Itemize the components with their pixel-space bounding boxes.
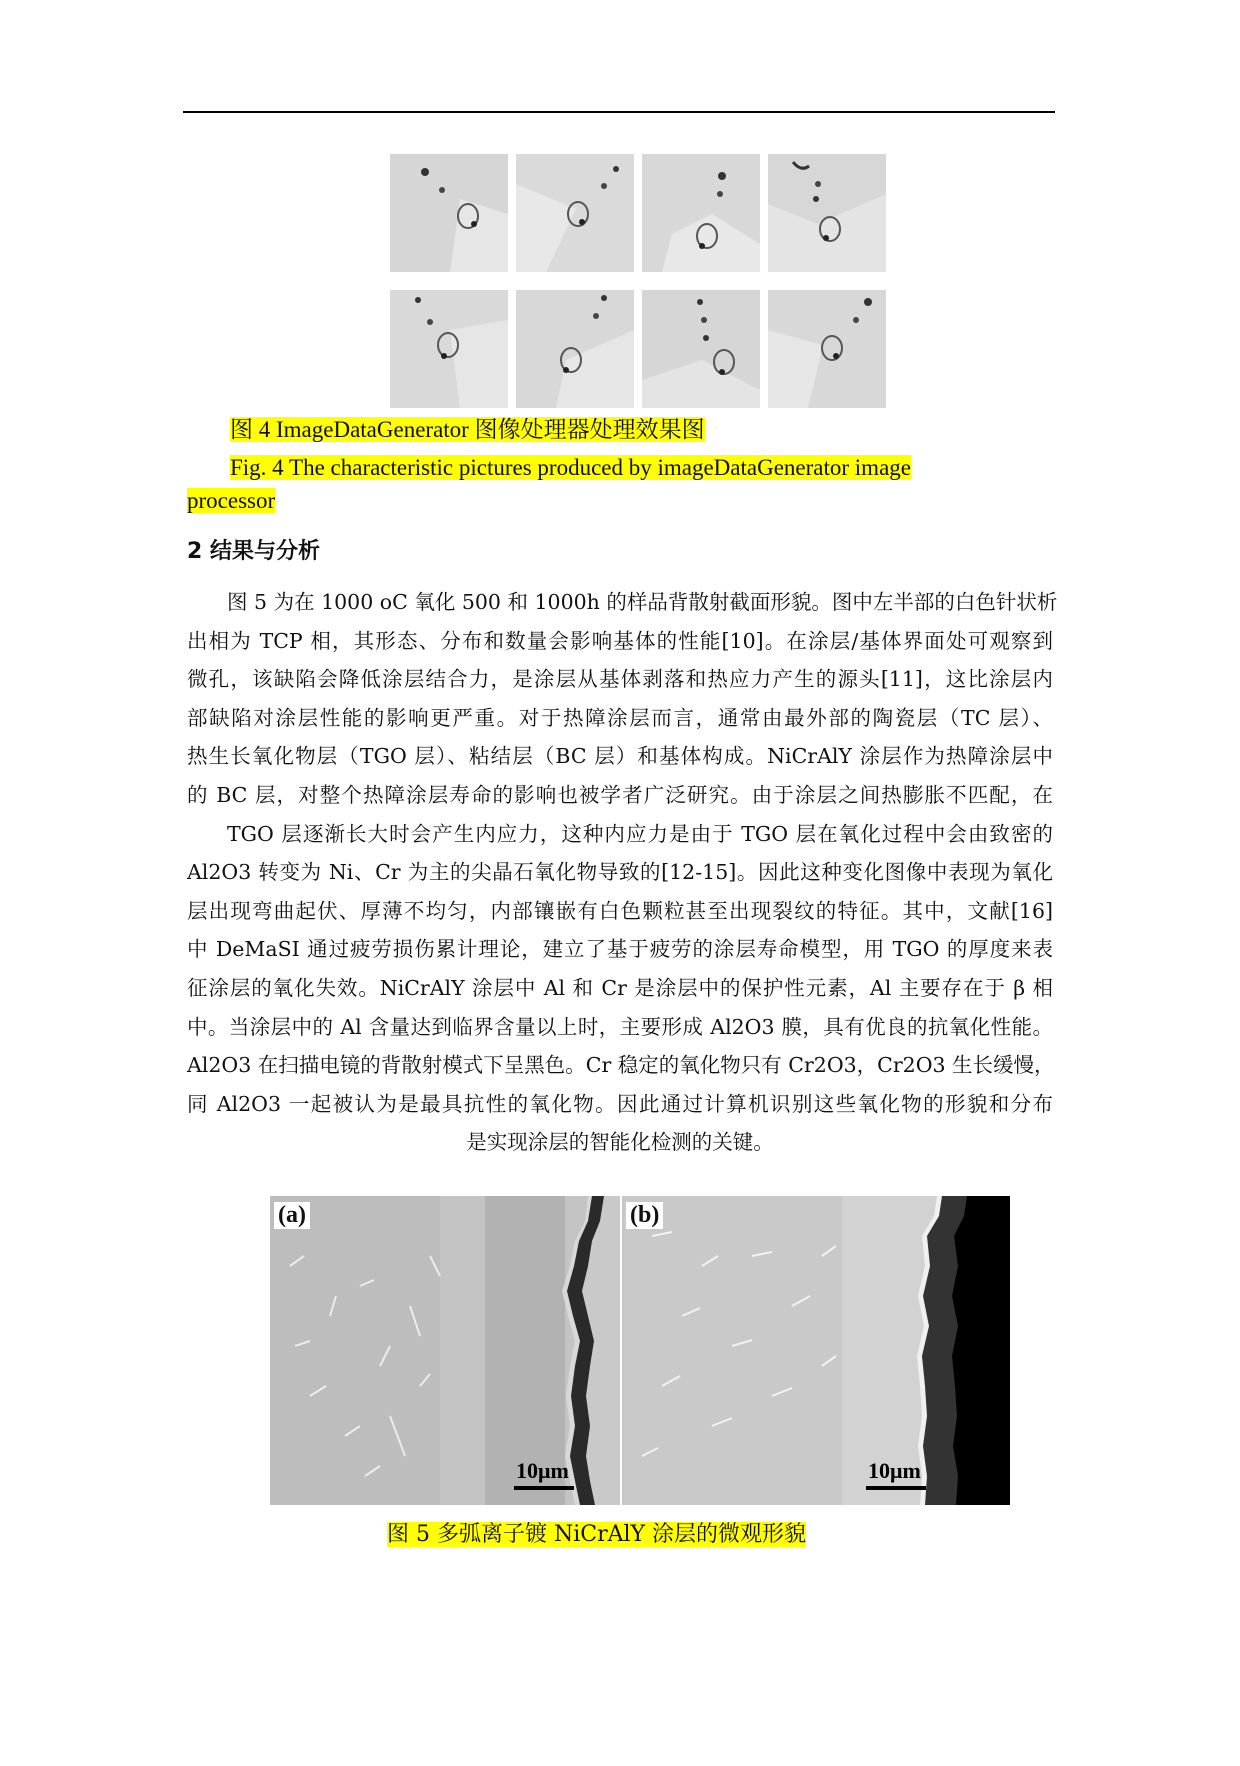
paragraph-line: 微孔，该缺陷会降低涂层结合力，是涂层从基体剥落和热应力产生的源头[11]，这比涂层内 (187, 667, 1053, 692)
paragraph-line: 图 5 为在 1000 oC 氧化 500 和 1000h 的样品背散射截面形貌。图中左半部的白色针状析 (227, 590, 1058, 614)
paragraph-line: 部缺陷对涂层性能的影响更严重。对于热障涂层而言，通常由最外部的陶瓷层（TC 层）、 (187, 705, 1053, 730)
figure-4-caption-cn-text: 图 4 ImageDataGenerator 图像处理器处理效果图 (230, 417, 705, 442)
figure-4-caption-en-text-2: processor (187, 488, 276, 513)
paragraph-line: 中。当涂层中的 Al 含量达到临界含量以上时，主要形成 Al2O3 膜，具有优良的抗氧化性能。 (187, 1014, 1053, 1039)
micrograph-b (622, 1196, 1010, 1505)
paragraph-line: Al2O3 转变为 Ni、Cr 为主的尖晶石氧化物导致的[12-15]。因此这种变化图像中表现为氧化 (187, 860, 1053, 885)
augmented-image-7 (642, 290, 760, 408)
paragraph-line: 的 BC 层，对整个热障涂层寿命的影响也被学者广泛研究。由于涂层之间热膨胀不匹配，在 (187, 782, 1053, 807)
augmented-image-1 (390, 154, 508, 272)
figure-4-caption-en-text-1: Fig. 4 The characteristic pictures produced by imageDataGenerator image (230, 455, 911, 480)
paragraph-line: 同 Al2O3 一起被认为是最具抗性的氧化物。因此通过计算机识别这些氧化物的形貌和分布 (187, 1091, 1053, 1116)
paragraph-line: 征涂层的氧化失效。NiCrAlY 涂层中 Al 和 Cr 是涂层中的保护性元素，Al 主要存在于 β 相 (187, 975, 1053, 1000)
augmented-image-8 (768, 290, 886, 408)
panel-a-label: (a) (274, 1202, 310, 1229)
figure-4-caption-en-line1 (230, 452, 911, 484)
scale-bar-b (866, 1486, 926, 1490)
augmented-image-2 (516, 154, 634, 272)
paragraph-line: 中 DeMaSI 通过疲劳损伤累计理论，建立了基于疲劳的涂层寿命模型，用 TGO 的厚度来表 (187, 937, 1053, 962)
panel-b-label: (b) (626, 1202, 663, 1229)
paragraph-line: TGO 层逐渐长大时会产生内应力，这种内应力是由于 TGO 层在氧化过程中会由致密的 (227, 821, 1053, 846)
figure-5 (270, 1196, 1010, 1505)
figure-4-image-grid (390, 154, 890, 408)
scale-b-label: 10μm (868, 1458, 921, 1483)
scale-a-label: 10μm (516, 1458, 569, 1483)
figure-5-caption-text: 图 5 多弧离子镀 NiCrAlY 涂层的微观形貌 (387, 1522, 807, 1547)
figure-5-panel-a (270, 1196, 620, 1505)
paragraph-line: 出相为 TCP 相，其形态、分布和数量会影响基体的性能[10]。在涂层/基体界面处可观察到 (187, 628, 1053, 653)
augmented-image-5 (390, 290, 508, 408)
figure-4-caption-en-line2 (187, 485, 275, 517)
augmented-image-6 (516, 290, 634, 408)
body-paragraph (187, 583, 1058, 1162)
paragraph-line: Al2O3 在扫描电镜的背散射模式下呈黑色。Cr 稳定的氧化物只有 Cr2O3，Cr2O3 生长缓慢， (187, 1053, 1055, 1078)
figure-4-caption-cn (230, 414, 705, 446)
section-heading: 2 结果与分析 (187, 539, 320, 564)
paragraph-line: 热生长氧化物层（TGO 层）、粘结层（BC 层）和基体构成。NiCrAlY 涂层作为热障涂层中 (187, 744, 1053, 769)
augmented-image-4 (768, 154, 886, 272)
scale-bar-a (514, 1486, 574, 1490)
paragraph-line: 是实现涂层的智能化检测的关键。 (466, 1130, 774, 1155)
header-rule (183, 111, 1055, 113)
figure-5-caption (387, 1519, 806, 1551)
paragraph-line: 层出现弯曲起伏、厚薄不均匀，内部镶嵌有白色颗粒甚至出现裂纹的特征。其中，文献[16] (187, 898, 1053, 923)
figure-5-panel-b (622, 1196, 1010, 1505)
augmented-image-3 (642, 154, 760, 272)
